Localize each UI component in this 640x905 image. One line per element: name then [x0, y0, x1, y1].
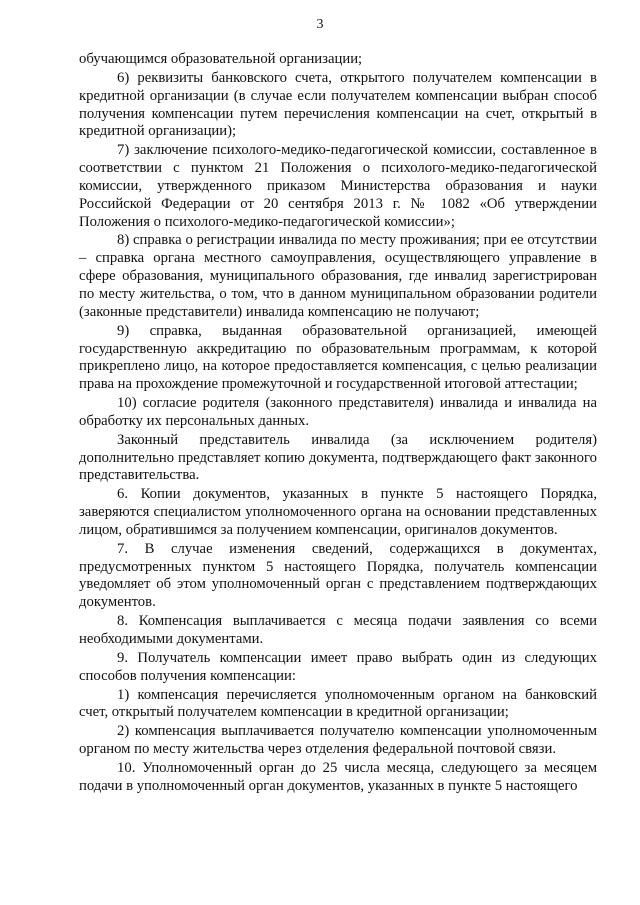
page-number: 3	[316, 17, 324, 32]
paragraph-section-7: 7. В случае изменения сведений, содержащихся в документах, предусмотренных пунктом 5 настоящего Порядка, получатель компенсации уведомляет об этом уполномоченный орган с представлением подтверждающих документов.	[79, 540, 597, 611]
paragraph-section-9-option-2: 2) компенсация выплачивается получателю компенсации уполномоченным органом по месту жительства через отделения федеральной почтовой связи.	[79, 723, 597, 758]
paragraph-section-8: 8. Компенсация выплачивается с месяца подачи заявления со всеми необходимыми документами.	[79, 613, 597, 647]
paragraph-item-6-bank-details: 6) реквизиты банковского счета, открытого получателем компенсации в кредитной организации (в случае если получателем компенсации выбран способ получения компенсации путем перечисления компенсации на счет, открытый в кредитной организации);	[79, 69, 597, 140]
paragraph-item-9-organization-certificate: 9) справка, выданная образовательной организацией, имеющей государственную аккредитацию по образовательным программам, к которой прикреплено лицо, на которое предоставляется компенсация, с целью реализации права на прохождение промежуточной и государственной итоговой аттестации;	[79, 322, 597, 393]
paragraph-continuation: обучающимся образовательной организации;	[79, 51, 363, 67]
paragraph-item-8-registration-certificate: 8) справка о регистрации инвалида по месту проживания; при ее отсутствии – справка органа местного самоуправления, осуществляющего управление в сфере образования, муниципального образования, где инвалид зарегистрирован по месту жительства, о том, что в данном муниципальном образовании родители (законные представители) инвалида компенсацию не получают;	[79, 232, 597, 320]
paragraph-section-9-option-1: 1) компенсация перечисляется уполномоченным органом на банковский счет, открытый получателем компенсации в кредитной организации;	[79, 686, 597, 721]
document-body	[79, 51, 597, 797]
paragraph-section-6: 6. Копии документов, указанных в пункте 5 настоящего Порядка, заверяются специалистом уполномоченного органа на основании представленных лицом, обратившимся за получением компенсации, оригиналов документов.	[79, 486, 597, 538]
paragraph-item-7-commission-conclusion: 7) заключение психолого-медико-педагогической комиссии, составленное в соответствии с пунктом 21 Положения о психолого-медико-педагогической комиссии, утвержденного приказом Министерства образования и науки Российской Федерации от 20 сентября 2013 г. № 1082 «Об утверждении Положения о психолого-медико-педагогической комиссии»;	[79, 142, 597, 230]
paragraph-section-9: 9. Получатель компенсации имеет право выбрать один из следующих способов получения компенсации:	[79, 649, 597, 684]
paragraph-item-10-data-consent: 10) согласие родителя (законного представителя) инвалида и инвалида на обработку их персональных данных.	[79, 395, 597, 429]
paragraph-legal-representative: Законный представитель инвалида (за исключением родителя) дополнительно представляет копию документа, подтверждающего факт законного представительства.	[79, 431, 597, 484]
paragraph-section-10: 10. Уполномоченный орган до 25 числа месяца, следующего за месяцем подачи в уполномоченный орган документов, указанных в пункте 5 настоящего	[79, 759, 597, 794]
